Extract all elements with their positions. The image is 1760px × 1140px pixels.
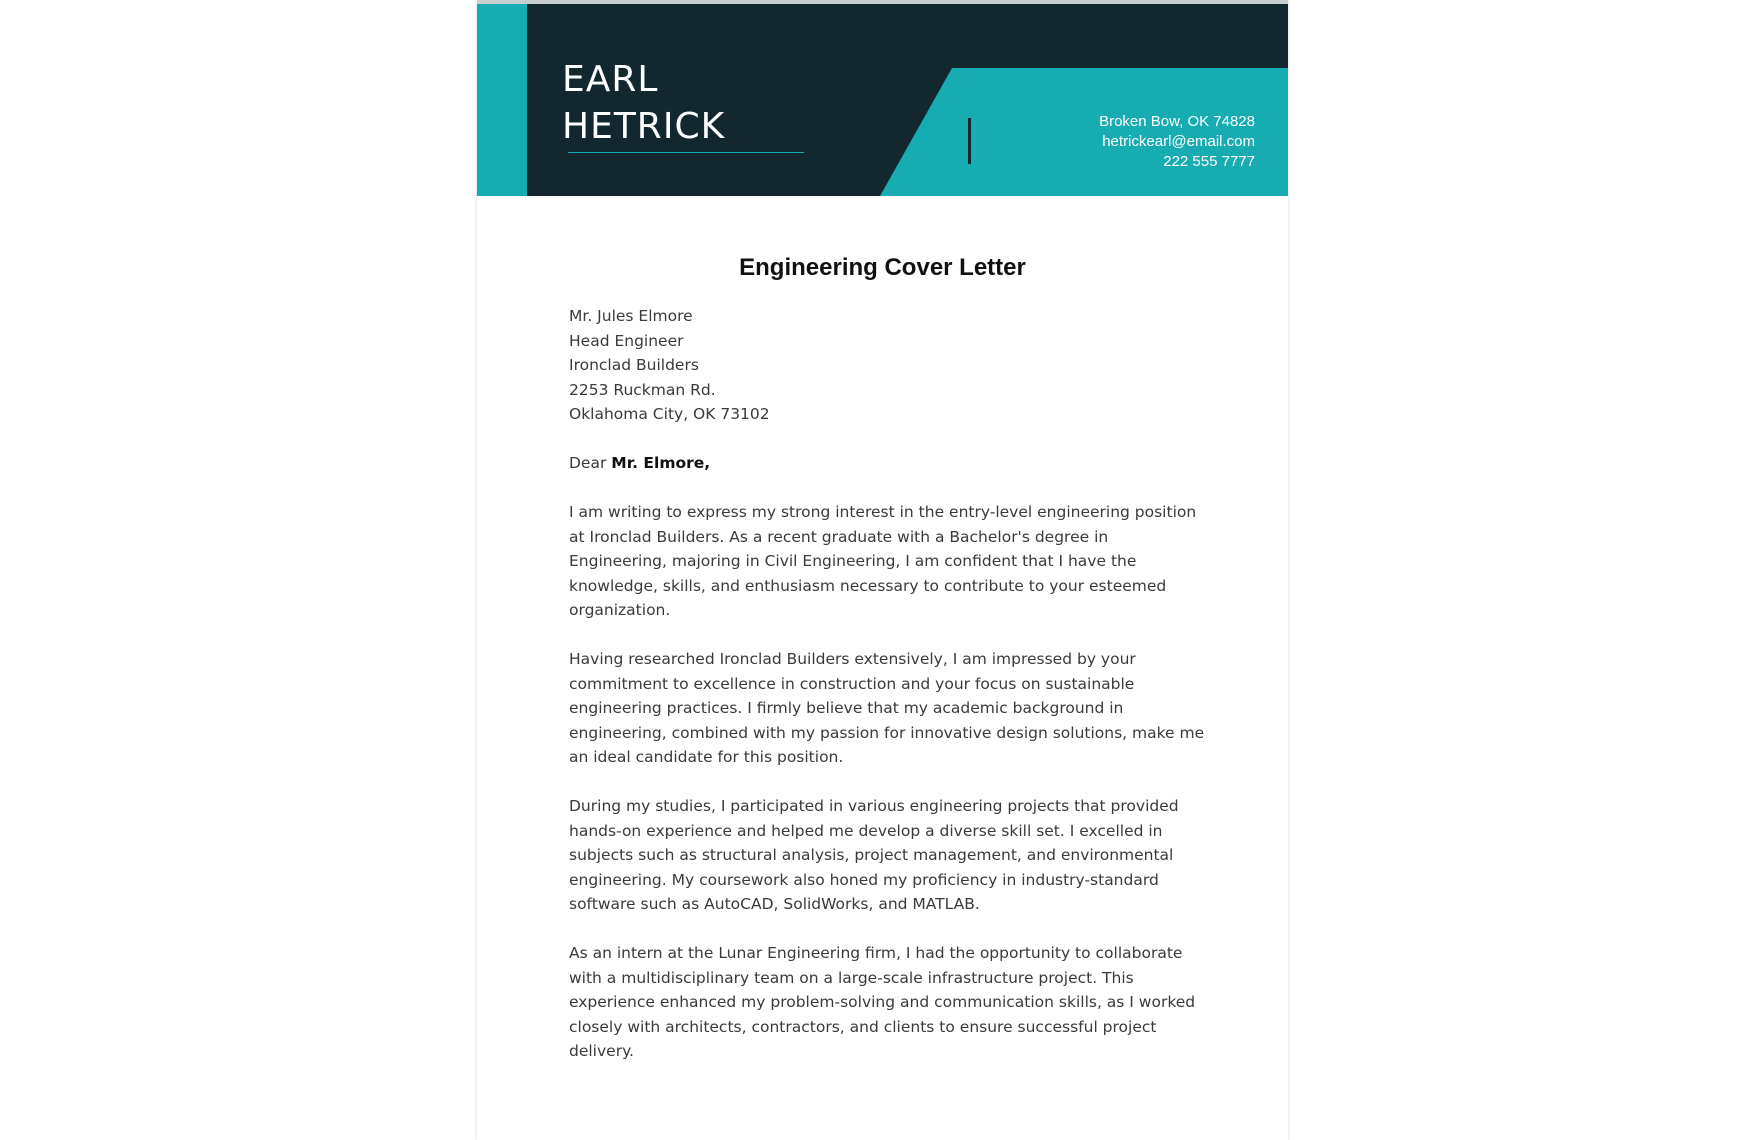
- first-name: EARL: [562, 59, 659, 100]
- letter-page: [477, 0, 1288, 1140]
- salutation-prefix: Dear: [569, 454, 607, 472]
- letterhead: [477, 4, 1288, 196]
- letter-paragraph: I am writing to express my strong interest in the entry-level engineering position at Ironclad Builders. As a recent graduate with a Bachelor's degree in Engineering, majoring in Civil Engineering, I am confident that I have the knowledge, skills, and enthusiasm necessary to contribute to your esteemed organization.: [569, 503, 1197, 619]
- recipient-line: Mr. Jules Elmore: [569, 307, 693, 325]
- contact-phone: 222 555 7777: [1163, 153, 1255, 170]
- recipient-line: Oklahoma City, OK 73102: [569, 405, 770, 423]
- letter-title: Engineering Cover Letter: [739, 254, 1026, 281]
- letter-paragraph: During my studies, I participated in various engineering projects that provided hands-on experience and helped me develop a diverse skill set. I excelled in subjects such as structural analysis, project management, and environmental engineering. My coursework also honed my proficiency in industry-standard software such as AutoCAD, SolidWorks, and MATLAB.: [569, 797, 1179, 913]
- letter-paragraph: Having researched Ironclad Builders extensively, I am impressed by your commitment to excellence in construction and your focus on sustainable engineering practices. I firmly believe that my academic background in engineering, combined with my passion for innovative design solutions, make me an ideal candidate for this position.: [569, 650, 1205, 766]
- letter-body: [569, 304, 1209, 1088]
- salutation-name: Mr. Elmore,: [611, 454, 711, 472]
- contact-address: Broken Bow, OK 74828: [1099, 113, 1255, 130]
- name-underline: [568, 152, 804, 153]
- contact-info: [1099, 112, 1255, 172]
- recipient-line: Ironclad Builders: [569, 356, 699, 374]
- last-name: HETRICK: [562, 106, 726, 147]
- letter-paragraph: As an intern at the Lunar Engineering firm, I had the opportunity to collaborate with a multidisciplinary team on a large-scale infrastructure project. This experience enhanced my problem-solving and communication skills, as I worked closely with architects, contractors, and clients to ensure successful project delivery.: [569, 944, 1196, 1060]
- contact-email: hetrickearl@email.com: [1102, 133, 1255, 150]
- recipient-address: [569, 304, 1209, 427]
- recipient-line: 2253 Ruckman Rd.: [569, 380, 716, 399]
- applicant-name: [562, 56, 725, 150]
- contact-divider: [968, 118, 971, 164]
- salutation: [569, 451, 1209, 476]
- recipient-line: Head Engineer: [569, 331, 684, 350]
